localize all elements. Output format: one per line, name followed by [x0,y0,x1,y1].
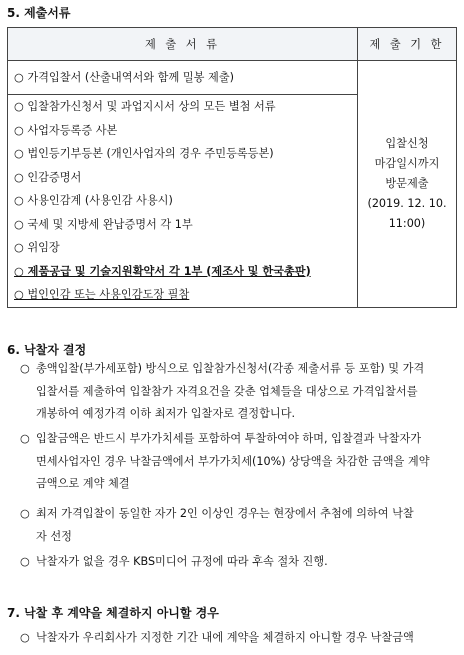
paragraph-line: 금액으로 계약 체결 [36,477,130,490]
contract-failure-paragraph [20,627,458,650]
section-6-heading: 6. 낙찰자 결정 [7,343,87,357]
deadline-line: (2019. 12. 10. [367,196,447,210]
document-item-seal: ○ 법인인감 또는 사용인감도장 필참 [14,288,190,301]
section-7-heading: 7. 낙찰 후 계약을 체결하지 아니할 경우 [7,606,219,620]
deadline-line: 마감일시까지 [374,156,440,170]
paragraph-line: 최저 가격입찰이 동일한 자가 2인 이상인 경우는 현장에서 추첨에 의하여 낙찰 [36,507,414,520]
no-winner-paragraph [20,551,458,574]
deadline-column-header: 제 출 기 한 [358,28,457,61]
section-5-heading: 5. 제출서류 [7,6,71,20]
deadline-line: 입찰신청 [385,136,429,150]
paragraph-line: 입찰금액은 반드시 부가가치세를 포함하여 투찰하여야 하며, 입찰결과 낙찰자가 [36,432,422,445]
deadline-line: 11:00) [388,216,426,230]
document-item: ○ 입찰참가신청서 및 과업지시서 상의 모든 별첨 서류 [14,100,276,113]
document-item: ○ 사업자등록증 사본 [14,123,118,137]
paragraph-line: 입찰서를 제출하여 입찰참가 자격요건을 갖춘 업체들을 대상으로 가격입찰서를 [36,384,418,398]
paragraph-line: 낙찰자가 우리회사가 지정한 기간 내에 계약을 체결하지 아니할 경우 낙찰금액 [36,631,414,644]
paragraph-line: 낙찰자가 없을 경우 KBS미디어 규정에 따라 후속 절차 진행. [36,555,328,568]
bullet: ○ [20,555,30,568]
vat-paragraph [20,428,458,496]
bullet: ○ [20,631,30,644]
paragraph-line: 총액입찰(부가세포함) 방식으로 입찰참가신청서(각종 제출서류 등 포함) 및 가격 [36,362,425,375]
deadline-line: 방문제출 [385,176,429,190]
bullet: ○ [20,432,30,445]
document-item: ○ 사용인감계 (사용인감 사용시) [14,194,173,207]
document-item: ○ 인감증명서 [14,170,82,184]
winner-decision-paragraph [20,358,458,426]
paragraph-line: 개봉하여 예정가격 이하 최저가 입찰자로 결정합니다. [36,407,296,420]
deadline-cell [358,61,457,308]
document-item-supply-confirmation: ○ 제품공급 및 기술지원확약서 각 1부 (제조사 및 한국총판) [14,264,311,278]
documents-list-cell [8,95,358,308]
paragraph-line: 자 선정 [36,529,72,543]
documents-column-header: 제 출 서 류 [8,28,358,61]
bullet: ○ [20,507,30,520]
bullet: ○ [20,362,30,375]
document-item: ○ 법인등기부등본 (개인사업자의 경우 주민등록등본) [14,147,274,160]
lottery-paragraph [20,503,458,548]
document-item: ○ 국세 및 지방세 완납증명서 각 1부 [14,217,193,231]
price-bid-cell [8,61,358,95]
submission-documents-table [7,27,457,308]
paragraph-line: 면세사업자인 경우 낙찰금액에서 부가가치세(10%) 상당액을 차감한 금액을 계약 [36,454,430,468]
document-item: ○ 위임장 [14,241,60,254]
document-item-price-bid: ○ 가격입찰서 (산출내역서와 함께 밀봉 제출) [14,71,234,84]
